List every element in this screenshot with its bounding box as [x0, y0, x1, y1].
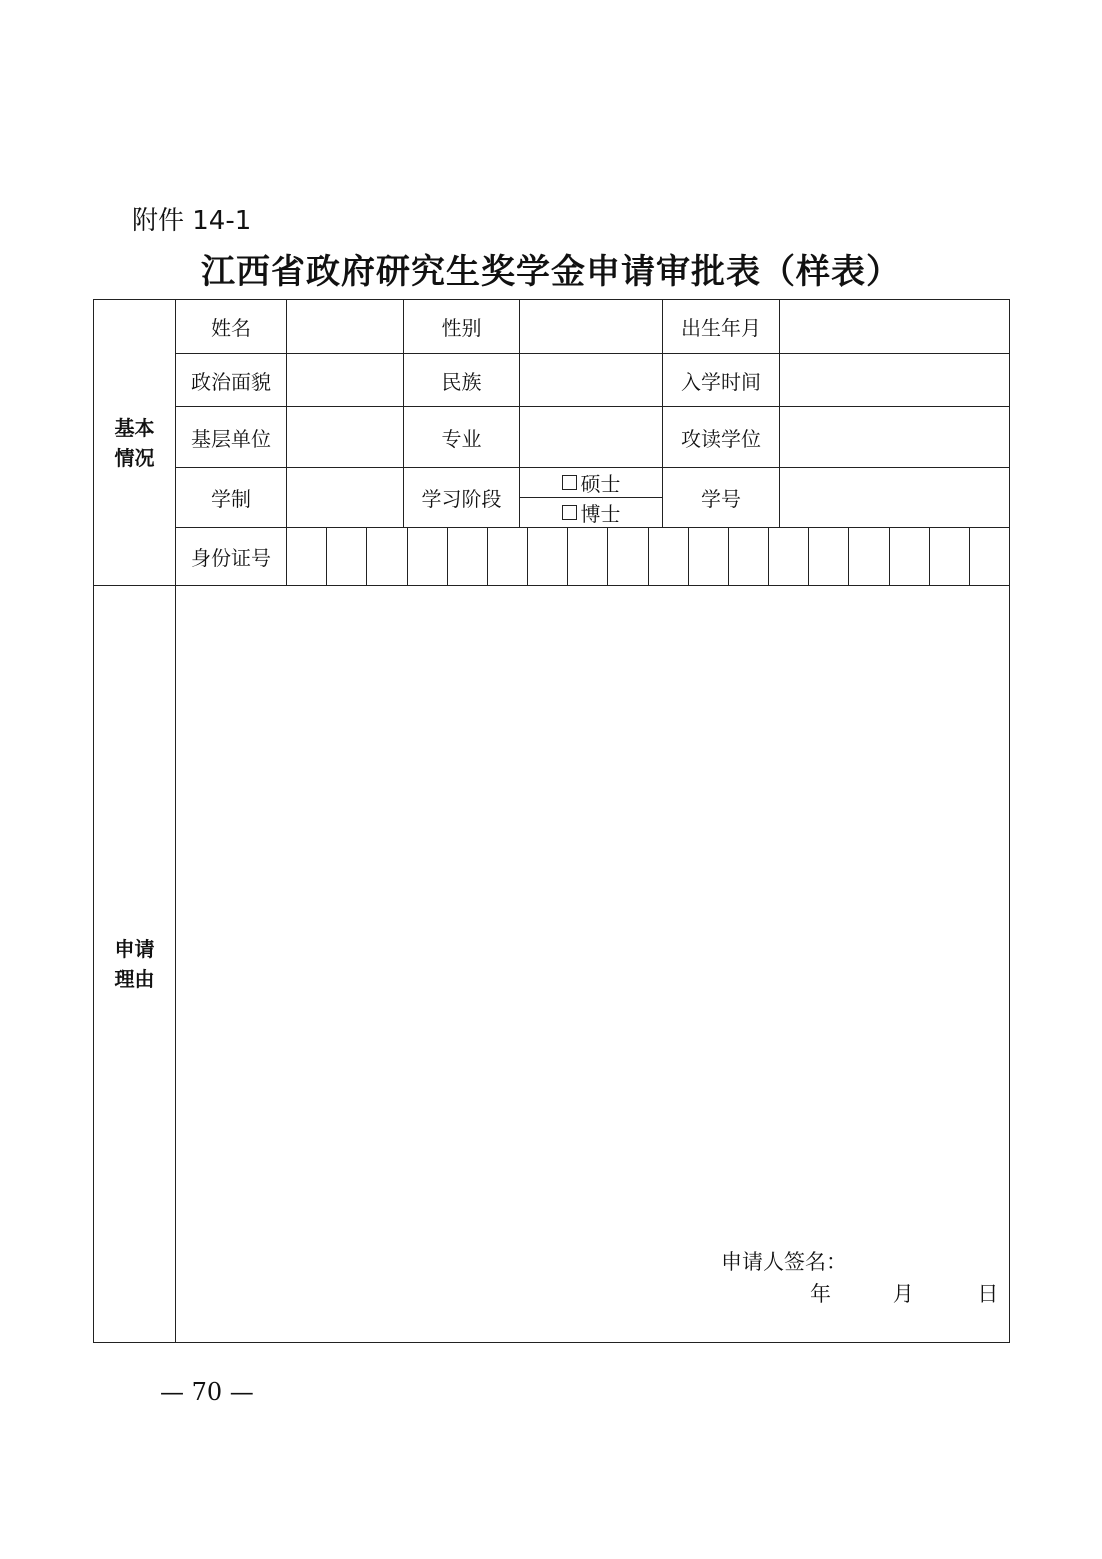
label-ethnicity: 民族	[404, 354, 520, 407]
attachment-label: 附件 14-1	[132, 206, 252, 236]
label-study-stage: 学习阶段	[404, 468, 520, 528]
label-birth-date: 出生年月	[663, 300, 780, 354]
application-form	[93, 299, 1010, 1343]
checkbox-icon[interactable]	[562, 475, 577, 490]
id-digit-cell[interactable]	[889, 528, 929, 585]
label-program-length: 学制	[176, 468, 287, 528]
label-name: 姓名	[176, 300, 287, 354]
section-basic-info: 基本 情况	[94, 300, 176, 586]
id-digit-cell[interactable]	[407, 528, 447, 585]
input-major[interactable]	[520, 407, 663, 468]
form-title: 江西省政府研究生奖学金申请审批表（样表）	[201, 252, 901, 292]
input-enrollment-time[interactable]	[780, 354, 1010, 407]
label-political-status: 政治面貌	[176, 354, 287, 407]
id-digit-cell[interactable]	[567, 528, 607, 585]
month-label: 月	[892, 1282, 914, 1306]
id-digit-cell[interactable]	[287, 528, 326, 585]
page-number: — 70 —	[160, 1378, 254, 1406]
id-digit-cell[interactable]	[366, 528, 406, 585]
input-political-status[interactable]	[287, 354, 404, 407]
study-stage-options	[520, 468, 663, 528]
checkbox-icon[interactable]	[562, 505, 577, 520]
input-program-length[interactable]	[287, 468, 404, 528]
label-grassroots-unit: 基层单位	[176, 407, 287, 468]
option-master[interactable]: 硕士	[520, 468, 662, 498]
section-reason: 申请 理由	[94, 586, 176, 1343]
id-digit-cell[interactable]	[688, 528, 728, 585]
label-degree-pursued: 攻读学位	[663, 407, 780, 468]
date-line	[810, 1278, 998, 1308]
id-digit-cell[interactable]	[808, 528, 848, 585]
id-digit-cell[interactable]	[728, 528, 768, 585]
input-degree-pursued[interactable]	[780, 407, 1010, 468]
id-digit-cell[interactable]	[969, 528, 1009, 585]
label-id-number: 身份证号	[176, 528, 287, 586]
input-birth-date[interactable]	[780, 300, 1010, 354]
id-digit-cell[interactable]	[447, 528, 487, 585]
id-digit-cell[interactable]	[487, 528, 527, 585]
input-name[interactable]	[287, 300, 404, 354]
id-digit-cell[interactable]	[648, 528, 688, 585]
input-grassroots-unit[interactable]	[287, 407, 404, 468]
input-ethnicity[interactable]	[520, 354, 663, 407]
id-digit-cell[interactable]	[768, 528, 808, 585]
option-doctor[interactable]: 博士	[520, 498, 662, 527]
label-student-id: 学号	[663, 468, 780, 528]
id-number-cells	[287, 528, 1010, 586]
id-digit-cell[interactable]	[929, 528, 969, 585]
input-gender[interactable]	[520, 300, 663, 354]
id-digit-cell[interactable]	[607, 528, 647, 585]
label-gender: 性别	[404, 300, 520, 354]
label-enrollment-time: 入学时间	[663, 354, 780, 407]
label-major: 专业	[404, 407, 520, 468]
id-digit-cell[interactable]	[326, 528, 366, 585]
day-label: 日	[977, 1282, 999, 1306]
signature-label: 申请人签名：	[721, 1250, 847, 1274]
input-student-id[interactable]	[780, 468, 1010, 528]
year-label: 年	[810, 1282, 831, 1306]
reason-textarea[interactable]	[176, 586, 1010, 1343]
id-digit-cell[interactable]	[527, 528, 567, 585]
id-digit-cell[interactable]	[848, 528, 888, 585]
